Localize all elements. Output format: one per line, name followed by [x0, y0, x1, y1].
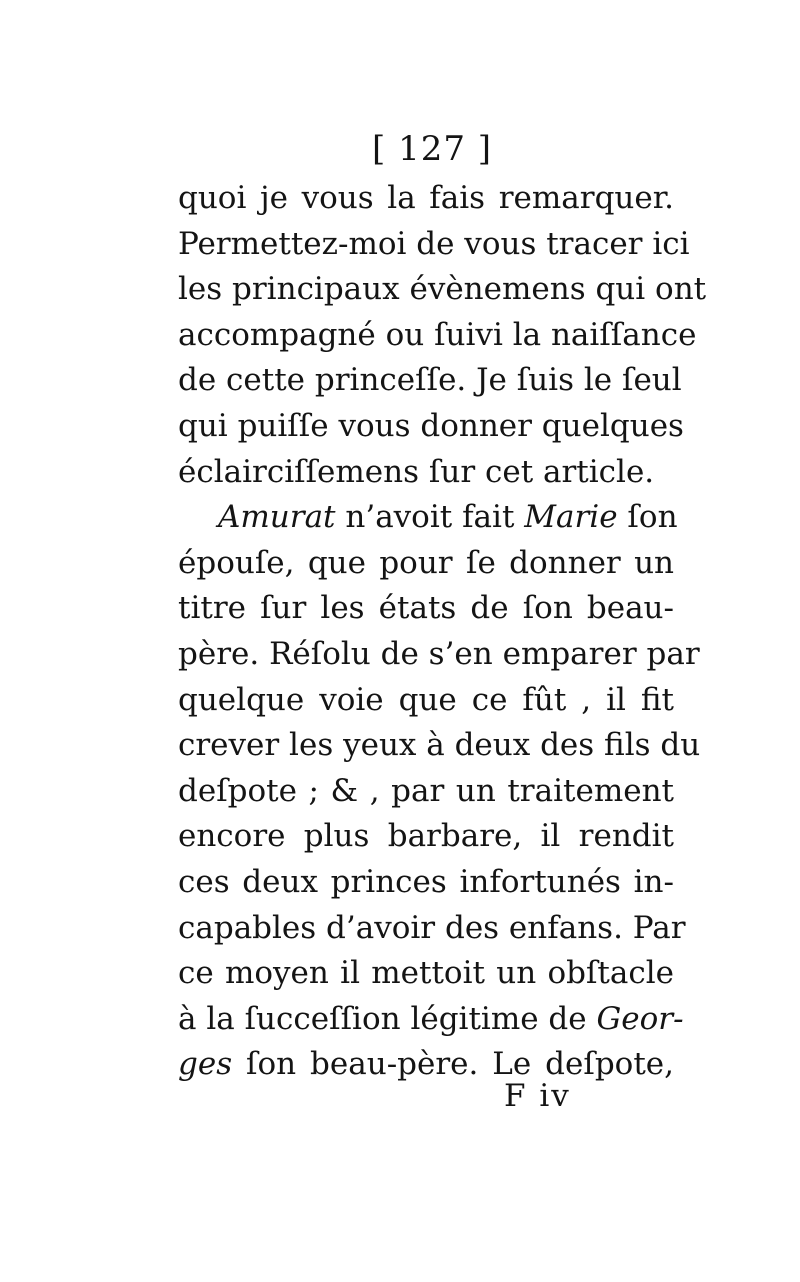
text-line	[178, 358, 682, 404]
signature-mark: F iv	[504, 1078, 571, 1114]
text-line	[178, 860, 674, 906]
text-run: éclairciſſemens ſur cet article.	[178, 453, 655, 490]
text-line	[178, 723, 701, 769]
text-line	[178, 1042, 674, 1088]
text-run: Permettez-moi de vous tracer ici	[178, 225, 690, 262]
text-line	[178, 769, 674, 815]
text-line	[178, 267, 707, 313]
text-run: ce moyen il mettoit un obſtacle	[178, 955, 674, 992]
text-run: capables d’avoir des enfans. Par	[178, 909, 686, 946]
text-line	[178, 906, 686, 952]
text-line	[178, 450, 674, 496]
italic-text: Amurat	[218, 499, 336, 536]
italic-text: Geor-	[596, 1000, 684, 1037]
italic-text: ges	[178, 1046, 233, 1083]
text-run: épouſe, que pour ſe donner un	[178, 544, 674, 581]
text-run: accompagné ou ſuivi la naiſſance	[178, 316, 697, 353]
text-run: qui puiſſe vous donner quelques	[178, 407, 684, 444]
text-line	[178, 997, 684, 1043]
text-run: quelque voie que ce fût , il fit	[178, 681, 674, 718]
text-line	[178, 951, 674, 997]
text-line	[178, 404, 684, 450]
text-line	[178, 176, 674, 222]
page-number-header: [ 127 ]	[372, 129, 493, 169]
text-run: père. Réſolu de s’en emparer par	[178, 635, 700, 672]
text-line	[178, 541, 674, 587]
text-line	[178, 678, 674, 724]
text-run: ſon	[617, 499, 678, 536]
text-run: encore plus barbare, il rendit	[178, 818, 674, 855]
text-line	[178, 222, 690, 268]
text-run: les principaux évènemens qui ont	[178, 271, 707, 308]
text-line	[178, 313, 697, 359]
text-run: ces deux princes infortunés in-	[178, 863, 674, 900]
text-run: à la ſucceſſion légitime de	[178, 1000, 597, 1037]
italic-text: Marie	[524, 499, 618, 536]
text-run: deſpote ; & , par un traitement	[178, 772, 674, 809]
body-text	[178, 176, 707, 1088]
text-run: ſon beau-père. Le deſpote,	[232, 1046, 674, 1083]
text-run: quoi je vous la fais remarquer.	[178, 180, 674, 216]
text-run: titre ſur les états de ſon beau-	[178, 590, 674, 627]
text-line	[178, 586, 674, 632]
text-line	[178, 632, 700, 678]
text-run: crever les yeux à deux des fils du	[178, 727, 701, 764]
text-line	[178, 814, 674, 860]
text-run: n’avoit fait	[335, 499, 525, 536]
text-run: de cette princeſſe. Je ſuis le ſeul	[178, 362, 682, 399]
text-line	[178, 495, 678, 541]
